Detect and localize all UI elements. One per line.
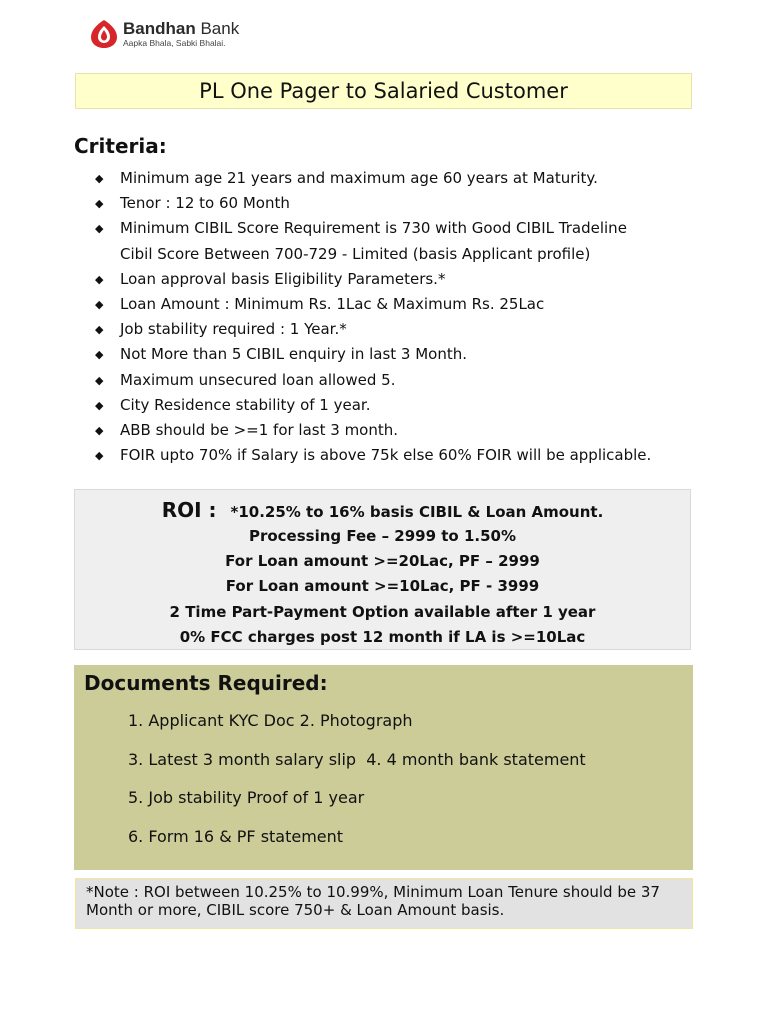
criteria-item bbox=[95, 418, 715, 443]
roi-details bbox=[75, 524, 690, 650]
criteria-heading: Criteria: bbox=[74, 134, 167, 158]
roi-line: For Loan amount >=10Lac, PF - 3999 bbox=[225, 577, 540, 596]
diamond-bullet-icon: ◆ bbox=[95, 297, 104, 311]
documents-box bbox=[74, 665, 693, 870]
criteria-item bbox=[95, 342, 715, 367]
criteria-item-text: Loan approval basis Eligibility Parameters.* bbox=[120, 269, 446, 288]
criteria-item-text: Loan Amount : Minimum Rs. 1Lac & Maximum Rs. 25Lac bbox=[120, 294, 545, 313]
criteria-item-text: City Residence stability of 1 year. bbox=[120, 395, 371, 414]
criteria-item bbox=[95, 443, 715, 468]
page-title bbox=[75, 73, 692, 109]
criteria-item-text: Not More than 5 CIBIL enquiry in last 3 Month. bbox=[120, 345, 468, 364]
roi-headline: *10.25% to 16% basis CIBIL & Loan Amount. bbox=[230, 503, 604, 521]
documents-line: 5. Job stability Proof of 1 year bbox=[128, 788, 365, 807]
logo-tagline: Aapka Bhala, Sabki Bhalai. bbox=[123, 38, 226, 48]
documents-line: 1. Applicant KYC Doc 2. Photograph bbox=[128, 711, 413, 730]
bank-logo bbox=[90, 19, 239, 49]
criteria-item bbox=[95, 267, 715, 292]
roi-line: Processing Fee – 2999 to 1.50% bbox=[248, 527, 517, 545]
documents-list bbox=[128, 707, 586, 861]
diamond-bullet-icon: ◆ bbox=[95, 423, 104, 437]
diamond-bullet-icon: ◆ bbox=[95, 449, 104, 463]
criteria-item bbox=[95, 191, 715, 216]
criteria-item bbox=[95, 292, 715, 317]
documents-line: 3. Latest 3 month salary slip 4. 4 month bank statement bbox=[128, 749, 586, 769]
criteria-item bbox=[95, 368, 715, 393]
criteria-item-text: Minimum CIBIL Score Requirement is 730 with Good CIBIL Tradeline bbox=[120, 219, 627, 238]
diamond-bullet-icon: ◆ bbox=[95, 272, 104, 286]
criteria-item-text: ABB should be >=1 for last 3 month. bbox=[120, 420, 399, 439]
criteria-item bbox=[95, 216, 715, 241]
note-box bbox=[75, 878, 693, 929]
diamond-bullet-icon: ◆ bbox=[95, 197, 104, 211]
criteria-item bbox=[95, 317, 715, 342]
criteria-list bbox=[95, 166, 715, 468]
diamond-bullet-icon: ◆ bbox=[95, 373, 104, 387]
note-text: *Note : ROI between 10.25% to 10.99%, Minimum Loan Tenure should be 37 Month or more, CIBIL score 750+ & Loan Amount basis. bbox=[86, 883, 660, 919]
criteria-item bbox=[95, 242, 715, 267]
diamond-bullet-icon: ◆ bbox=[95, 348, 104, 362]
page-title-text: PL One Pager to Salaried Customer bbox=[199, 79, 568, 103]
criteria-item bbox=[95, 393, 715, 418]
criteria-item-text: Job stability required : 1 Year.* bbox=[120, 320, 347, 339]
logo-name: Bandhan Bank bbox=[123, 19, 240, 38]
criteria-item-text: Cibil Score Between 700-729 - Limited (basis Applicant profile) bbox=[120, 244, 591, 263]
roi-label: ROI : bbox=[161, 498, 217, 522]
roi-line: 0% FCC charges post 12 month if LA is >=10Lac bbox=[179, 627, 586, 646]
diamond-bullet-icon: ◆ bbox=[95, 323, 104, 337]
criteria-item-text: FOIR upto 70% if Salary is above 75k else 60% FOIR will be applicable. bbox=[120, 446, 652, 465]
documents-line: 6. Form 16 & PF statement bbox=[128, 826, 344, 846]
diamond-bullet-icon: ◆ bbox=[95, 222, 104, 236]
criteria-item bbox=[95, 166, 715, 191]
roi-line: For Loan amount >=20Lac, PF – 2999 bbox=[225, 552, 540, 571]
criteria-item-text: Tenor : 12 to 60 Month bbox=[120, 194, 290, 213]
diamond-bullet-icon: ◆ bbox=[95, 172, 104, 185]
documents-heading: Documents Required: bbox=[84, 671, 328, 695]
criteria-item-text: Minimum age 21 years and maximum age 60 years at Maturity. bbox=[120, 169, 598, 187]
diamond-bullet-icon: ◆ bbox=[95, 398, 104, 412]
roi-box bbox=[74, 489, 691, 650]
criteria-item-text: Maximum unsecured loan allowed 5. bbox=[120, 370, 396, 389]
bandhan-logo-icon bbox=[90, 19, 118, 49]
roi-headline-row bbox=[75, 496, 690, 526]
roi-line: 2 Time Part-Payment Option available after 1 year bbox=[169, 602, 596, 621]
